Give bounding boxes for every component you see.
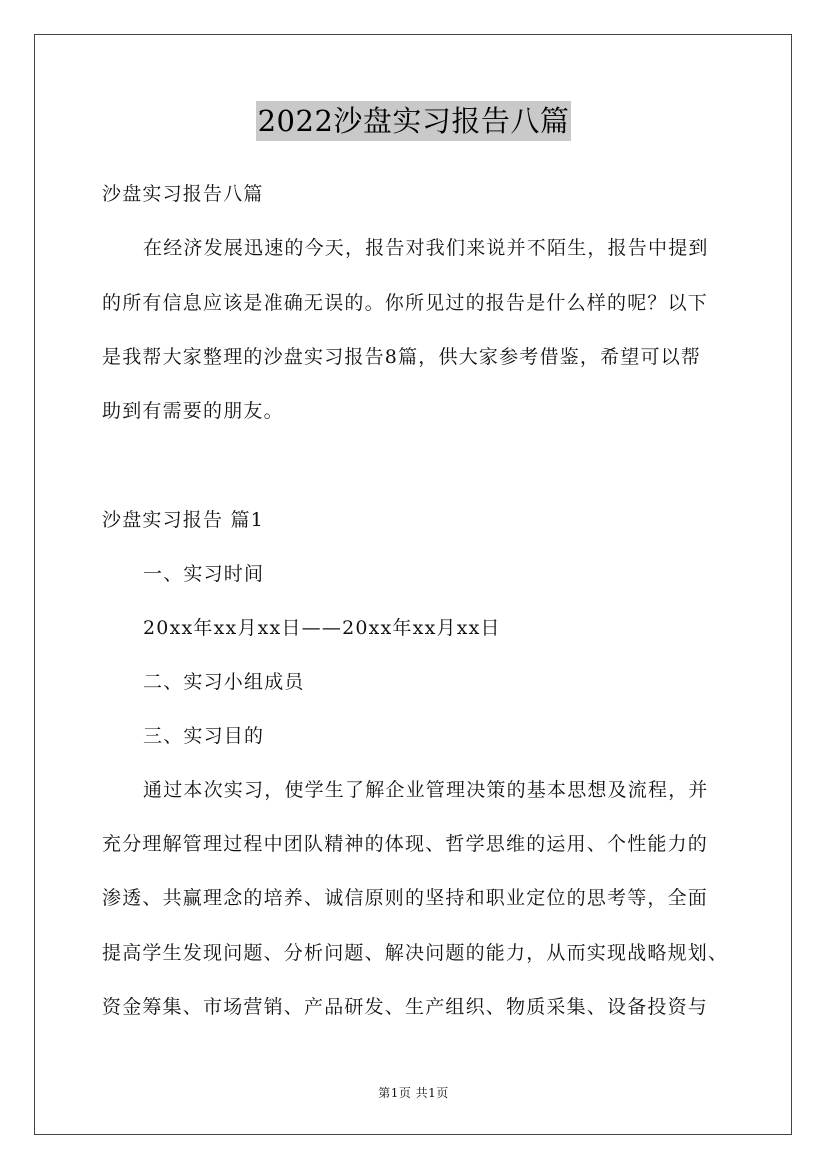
time-range: 20xx年xx月xx日——20xx年xx月xx日: [143, 617, 501, 639]
title-container: [0, 101, 827, 141]
section-heading: 沙盘实习报告 篇1: [102, 509, 264, 531]
document-subtitle: 沙盘实习报告八篇: [102, 183, 264, 205]
purpose-line-1: 通过本次实习，使学生了解企业管理决策的基本思想及流程，并: [143, 779, 709, 801]
purpose-line-4: 提高学生发现问题、分析问题、解决问题的能力，从而实现战略规划、: [102, 942, 729, 964]
purpose-line-5: 资金筹集、市场营销、产品研发、生产组织、物质采集、设备投资与: [102, 996, 709, 1018]
document-title: 2022沙盘实习报告八篇: [256, 101, 572, 141]
intro-line-1: 在经济发展迅速的今天，报告对我们来说并不陌生，报告中提到: [143, 237, 709, 259]
intro-line-2: 的所有信息应该是准确无误的。你所见过的报告是什么样的呢？以下: [102, 292, 709, 314]
purpose-line-2: 充分理解管理过程中团队精神的体现、哲学思维的运用、个性能力的: [102, 833, 709, 855]
item-heading-time: 一、实习时间: [143, 563, 265, 585]
purpose-line-3: 渗透、共赢理念的培养、诚信原则的坚持和职业定位的思考等，全面: [102, 887, 709, 909]
item-heading-purpose: 三、实习目的: [143, 725, 265, 747]
intro-line-4: 助到有需要的朋友。: [102, 400, 284, 422]
item-heading-members: 二、实习小组成员: [143, 671, 305, 693]
page-number-footer: 第1页 共1页: [378, 1086, 449, 1100]
intro-line-3: 是我帮大家整理的沙盘实习报告8篇，供大家参考借鉴，希望可以帮: [102, 346, 702, 368]
